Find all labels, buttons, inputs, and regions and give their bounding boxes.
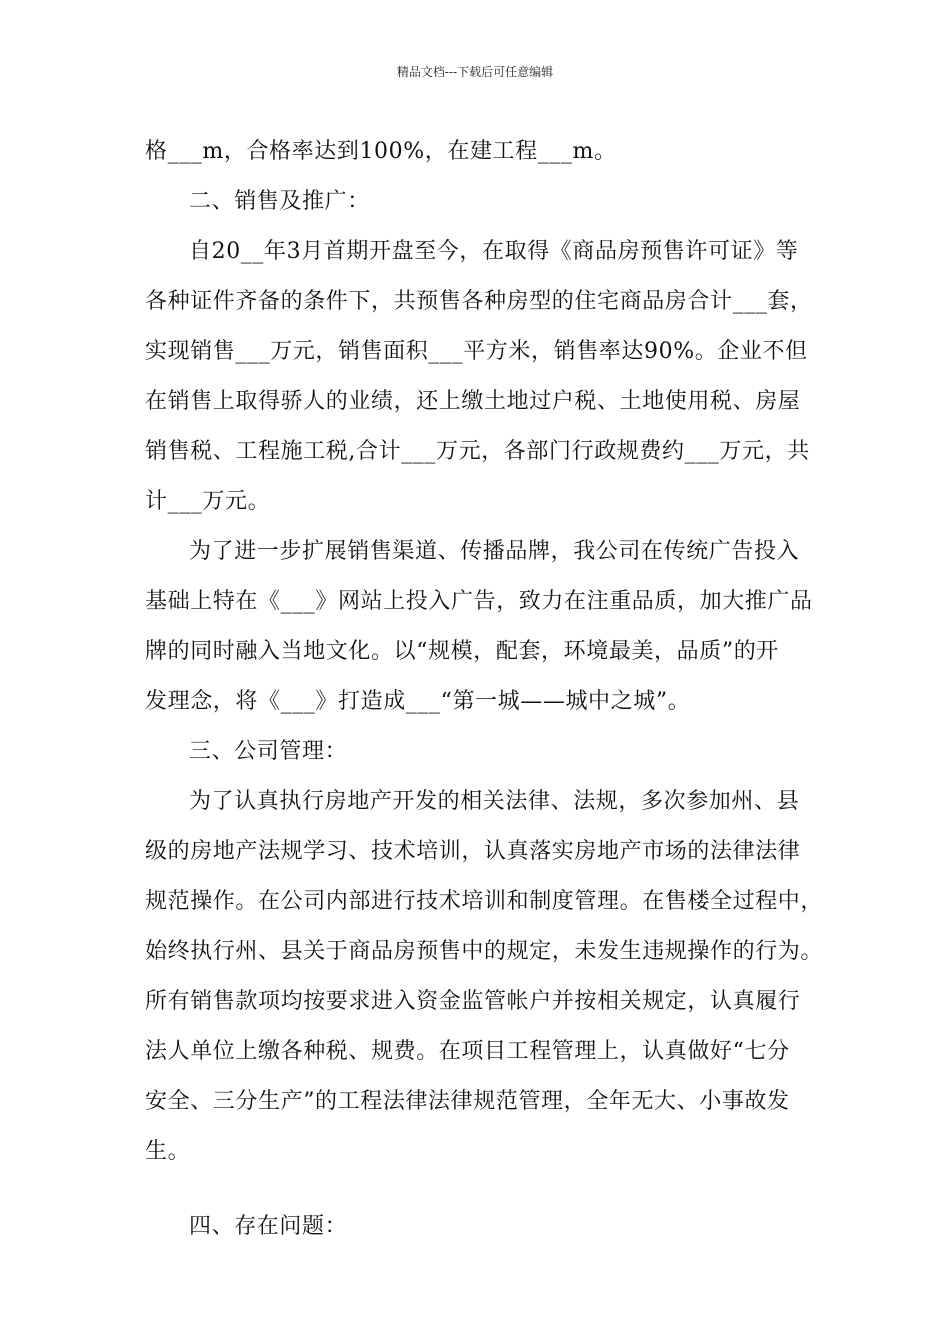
paragraph-line: 在销售上取得骄人的业绩，还上缴土地过户税、土地使用税、房屋	[145, 389, 801, 414]
paragraph-line: 销售税、工程施工税,合计___万元，各部门行政规费约___万元，共	[145, 439, 810, 464]
paragraph-line: 基础上特在《___》网站上投入广告，致力在注重品质，加大推广品	[145, 589, 813, 614]
paragraph-line: 规范操作。在公司内部进行技术培训和制度管理。在售楼全过程中，	[145, 889, 824, 914]
paragraph-line: 法人单位上缴各种税、规费。在项目工程管理上，认真做好“七分	[145, 1039, 790, 1064]
paragraph-line: 计___万元。	[145, 489, 271, 514]
paragraph-line: 发理念，将《___》打造成___“第一城——城中之城”。	[145, 689, 691, 714]
paragraph-line: 自20__年3月首期开盘至今，在取得《商品房预售许可证》等	[189, 239, 799, 264]
paragraph-line: 级的房地产法规学习、技术培训，认真落实房地产市场的法律法律	[145, 839, 801, 864]
paragraph-line: 所有销售款项均按要求进入资金监管帐户并按相关规定，认真履行	[145, 989, 801, 1014]
body-line: 格___m，合格率达到100%，在建工程___m。	[145, 139, 617, 164]
paragraph-line: 为了进一步扩展销售渠道、传播品牌，我公司在传统广告投入	[189, 539, 800, 564]
paragraph-line: 实现销售___万元，销售面积___平方米，销售率达90%。企业不但	[145, 339, 808, 364]
section-heading-sales: 二、销售及推广：	[189, 189, 370, 214]
paragraph-line: 始终执行州、县关于商品房预售中的规定，未发生违规操作的行为。	[145, 939, 824, 964]
section-heading-management: 三、公司管理：	[189, 739, 348, 764]
paragraph-line: 牌的同时融入当地文化。以“规模，配套，环境最美，品质”的开	[145, 639, 779, 664]
paragraph-line: 为了认真执行房地产开发的相关法律、法规，多次参加州、县	[189, 789, 800, 814]
paragraph-line: 生。	[145, 1139, 191, 1164]
document-body	[145, 127, 824, 1252]
paragraph-line: 各种证件齐备的条件下，共预售各种房型的住宅商品房合计___套，	[145, 289, 813, 314]
paragraph-spacer	[145, 1177, 815, 1202]
page-header: 精品文档---下载后可任意编辑	[396, 65, 554, 79]
paragraph-line: 安全、三分生产”的工程法律法律规范管理，全年无大、小事故发	[145, 1089, 790, 1114]
section-heading-issues: 四、存在问题：	[189, 1214, 348, 1239]
